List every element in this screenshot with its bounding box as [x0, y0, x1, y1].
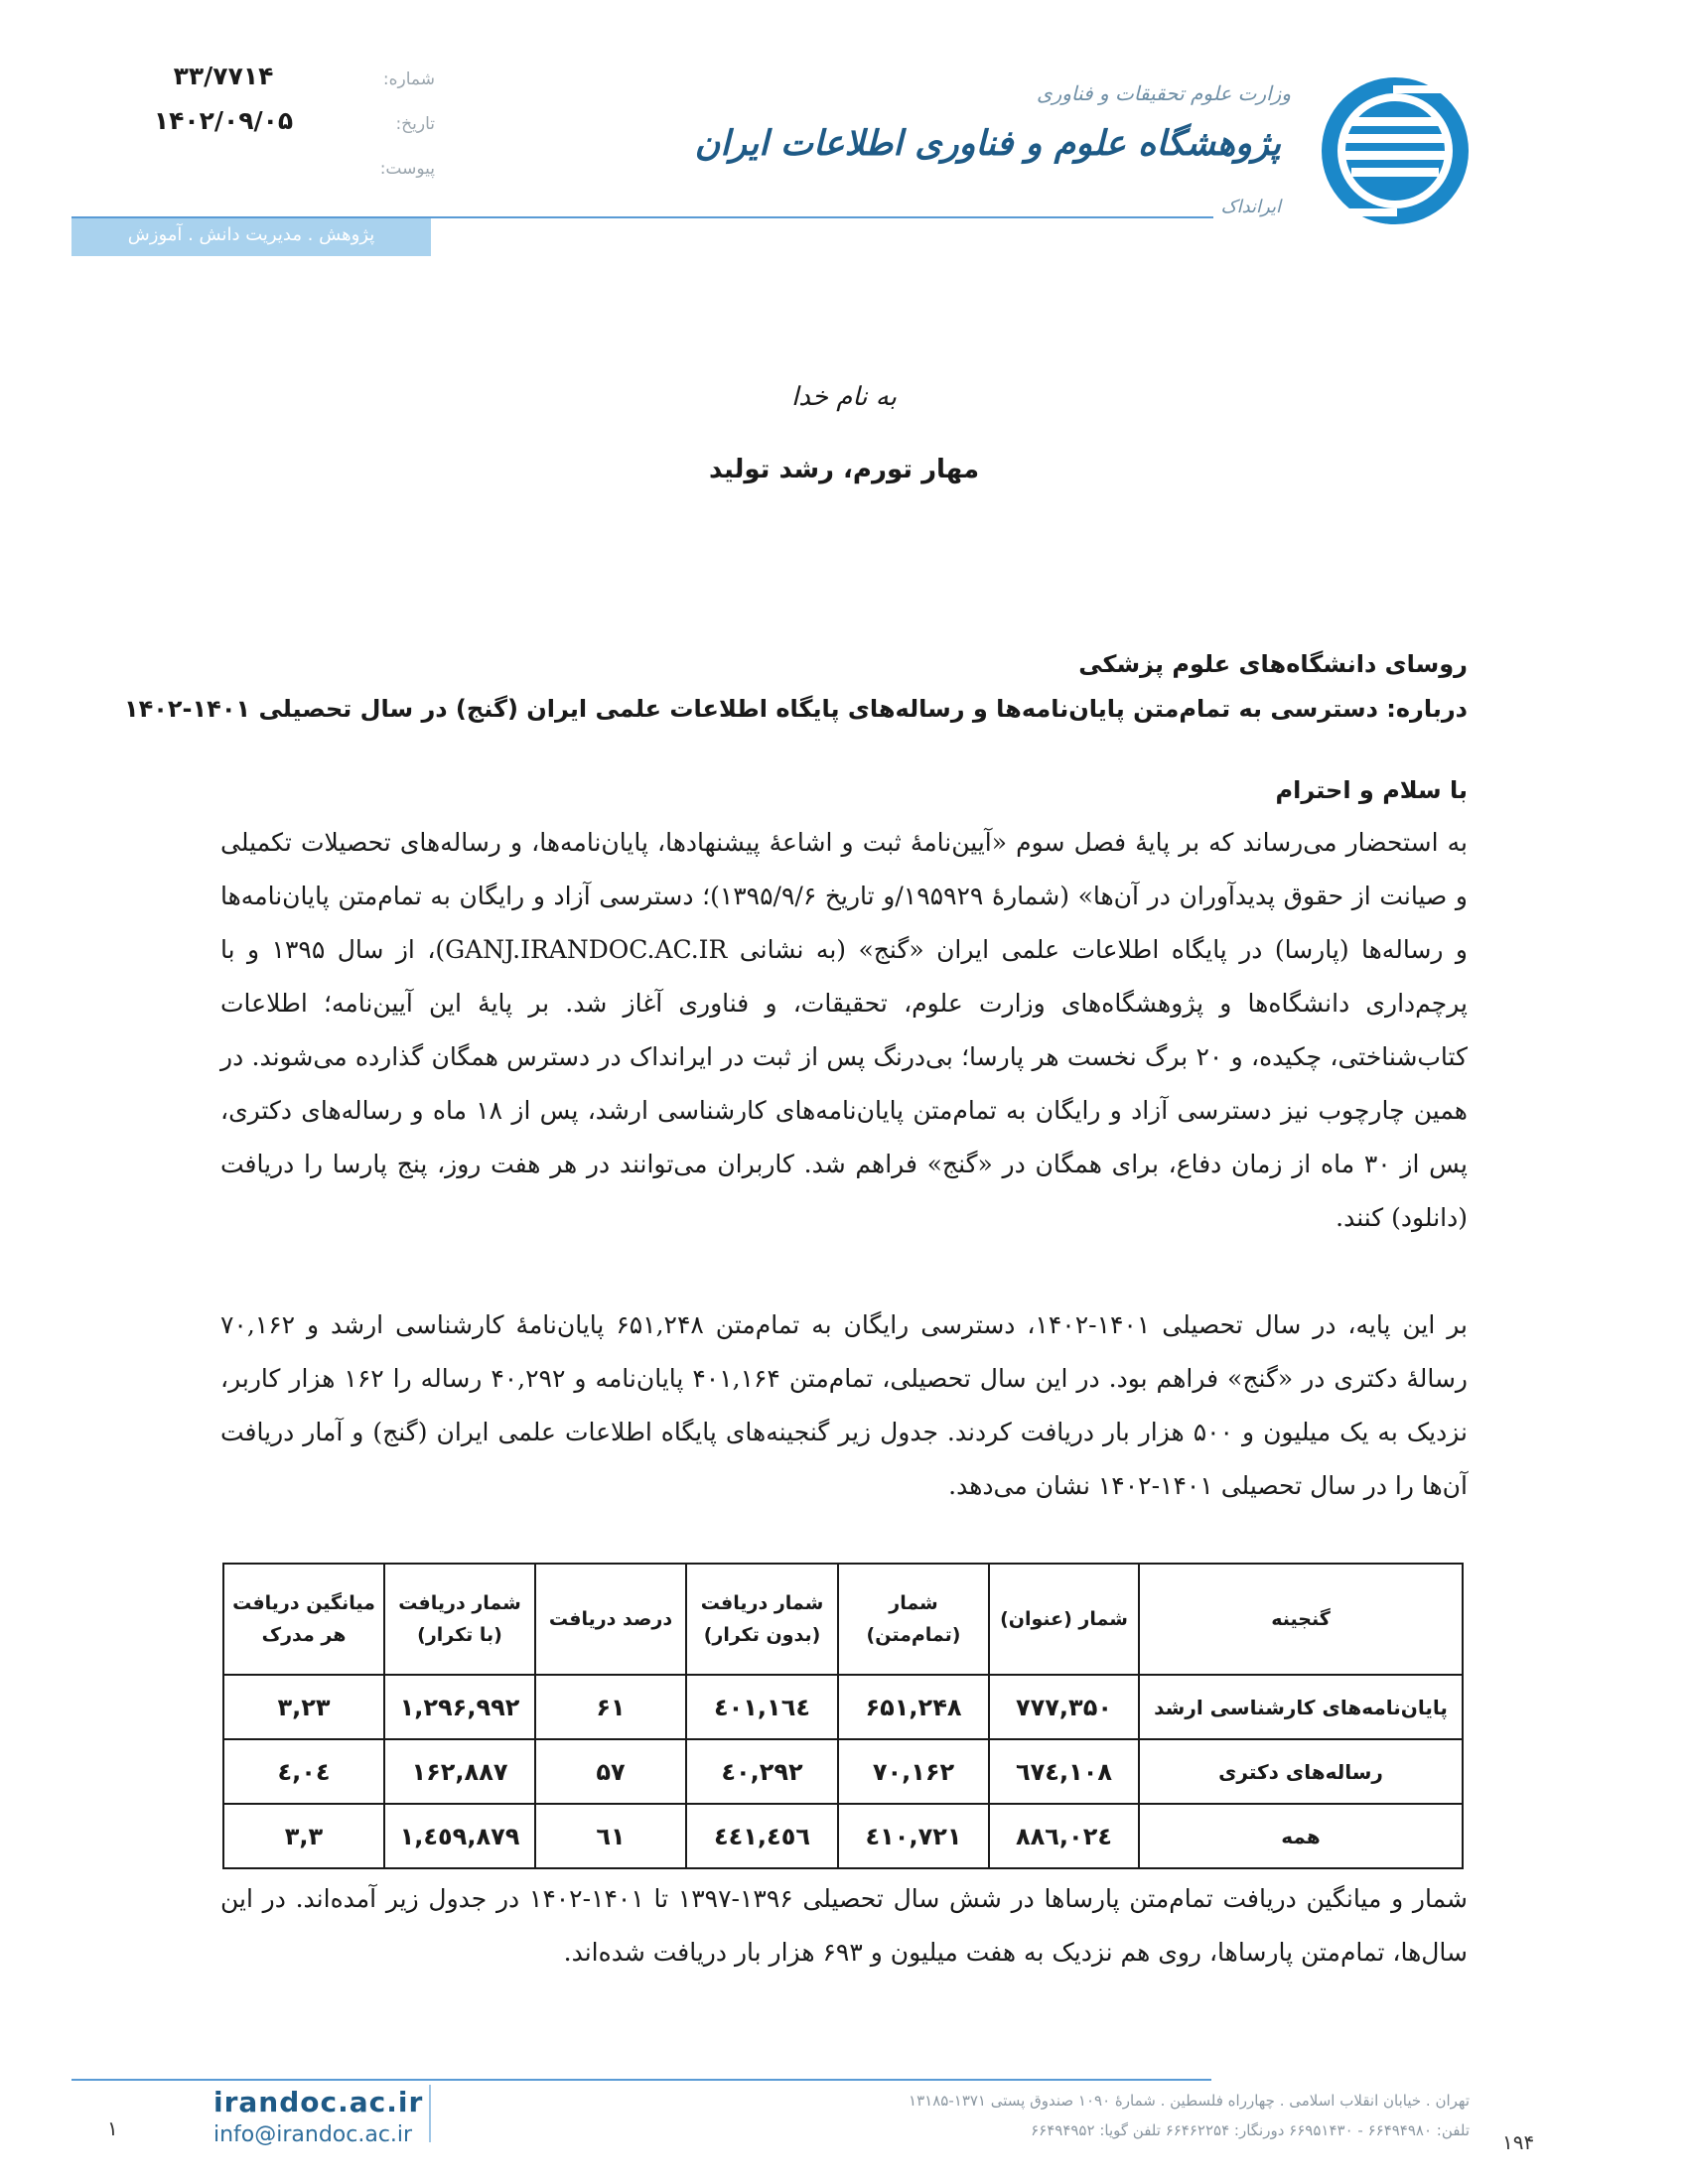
table-cell: ٤٤١,٤٥٦ — [686, 1804, 838, 1868]
table-cell: پایان‌نامه‌های کارشناسی ارشد — [1139, 1675, 1463, 1739]
table-cell: ١,٤٥٩,٨٧٩ — [384, 1804, 535, 1868]
footer-divider — [71, 2079, 1211, 2081]
body-paragraph: بر این پایه، در سال تحصیلی ۱۴۰۱-۱۴۰۲، دسترسی رایگان به تمام‌متن ۶۵۱,۲۴۸ پایان‌نامهٔ کارشناسی ارشد و ۷۰,۱۶۲ رسالهٔ دکتری در «گنج» فراهم بود. در این سال تحصیلی، تمام‌متن ۴۰۱,۱۶۴ پایان‌نامه و ۴۰,۲۹۲ رساله را ۱۶۲ هزار کاربر، نزدیک به یک میلیون و ۵۰۰ هزار بار دریافت کردند. جدول زیر گنجینه‌های پایگاه اطلاعات علمی ایران (گنج) و آمار دریافت آن‌ها را در سال تحصیلی ۱۴۰۱-۱۴۰۲ نشان می‌دهد. — [220, 1310, 1469, 1500]
year-motto: مهار تورم، رشد تولید — [708, 455, 980, 484]
organization-tagline: پژوهش . مدیریت دانش . آموزش — [127, 224, 375, 245]
document-page-number: ۱۹۴ — [1502, 2130, 1535, 2154]
table-header-row — [223, 1564, 1463, 1675]
table-row — [223, 1675, 1463, 1739]
table-header-cell: درصد دریافت — [535, 1564, 686, 1675]
email-link[interactable]: info@irandoc.ac.ir — [213, 2122, 413, 2147]
table-cell: ٤,٠٤ — [223, 1739, 384, 1804]
table-cell: ۷۰,۱۶۲ — [838, 1739, 989, 1804]
letter-number-label: شماره: — [382, 69, 435, 89]
table-header-cell: شمار (تمام‌متن) — [838, 1564, 989, 1675]
table-cell: ۵۷ — [535, 1739, 686, 1804]
ministry-name: وزارت علوم تحقیقات و فناوری — [1036, 81, 1291, 105]
table-cell: ۶۵۱,۲۴۸ — [838, 1675, 989, 1739]
download-stats-table — [222, 1563, 1464, 1869]
table-cell: همه — [1139, 1804, 1463, 1868]
table-cell: ٦١ — [535, 1804, 686, 1868]
body-paragraph: شمار و میانگین دریافت تمام‌متن پارساها در شش سال تحصیلی ۱۳۹۶-۱۳۹۷ تا ۱۴۰۱-۱۴۰۲ در جدول زیر آمده‌اند. در این سال‌ها، تمام‌متن پارساها، روی هم نزدیک به هفت میلیون و ۶۹۳ هزار بار دریافت شده‌اند. — [220, 1884, 1468, 1967]
table-cell: ٤٠,٢٩٢ — [686, 1739, 838, 1804]
attachment-label: پیوست: — [379, 159, 435, 179]
letter-number: ۳۳/۷۷۱۴ — [173, 62, 274, 90]
website-link[interactable]: irandoc.ac.ir — [213, 2086, 424, 2118]
table-cell: ۱,۲۹۶,۹۹۲ — [384, 1675, 535, 1739]
letter-date: ۱۴۰۲/۰۹/۰۵ — [153, 106, 294, 135]
table-row — [223, 1739, 1463, 1804]
recipient: روسای دانشگاه‌های علوم پزشکی — [1078, 650, 1468, 678]
table-header-cell: شمار (عنوان) — [989, 1564, 1139, 1675]
phone-numbers: تلفن: ۶۶۴۹۴۹۸۰ - ۶۶۹۵۱۴۳۰ دورنگار: ۶۶۴۶۲۲۵۴ تلفن گویا: ۶۶۴۹۴۹۵۲ — [1031, 2121, 1470, 2139]
table-cell: ۸۸٦,٠٢٤ — [989, 1804, 1139, 1868]
date-label: تاریخ: — [395, 114, 435, 134]
table-cell: ۱۶۲,۸۸۷ — [384, 1739, 535, 1804]
table-cell: ۶۱ — [535, 1675, 686, 1739]
organization-name: پژوهشگاه علوم و فناوری اطلاعات ایران — [694, 123, 1281, 164]
table-header-cell: شمار دریافت (بدون تکرار) — [686, 1564, 838, 1675]
irandoc-logo — [1316, 71, 1475, 230]
table-cell: ٤٠١,١٦٤ — [686, 1675, 838, 1739]
footer-separator — [429, 2085, 431, 2142]
table-cell: ۳,۲۳ — [223, 1675, 384, 1739]
table-header-cell: شمار دریافت (با تکرار) — [384, 1564, 535, 1675]
table-cell: ۱۰۸,٦٧٤ — [989, 1739, 1139, 1804]
page-number: ۱ — [107, 2116, 118, 2140]
postal-address: تهران . خیابان انقلاب اسلامی . چهارراه فلسطین . شمارهٔ ۱۰۹۰ صندوق پستی ۱۳۷۱-۱۳۱۸۵ — [909, 2092, 1470, 2110]
greeting: با سلام و احترام — [1275, 776, 1468, 804]
table-header-cell: میانگین دریافت هر مدرک — [223, 1564, 384, 1675]
table-cell: ۳,۳ — [223, 1804, 384, 1868]
organization-short-name: ایرانداک — [1220, 197, 1281, 217]
table-row — [223, 1804, 1463, 1868]
body-paragraph: به استحضار می‌رساند که بر پایهٔ فصل سوم «آیین‌نامهٔ ثبت و اشاعهٔ پیشنهادها، پایان‌نامه‌ها، و رساله‌های تحصیلات تکمیلی و صیانت از حقوق پدیدآوران در آن‌ها» (شمارهٔ ۱۹۵۹۲۹/و تاریخ ۱۳۹۵/۹/۶)؛ دسترسی آزاد و رایگان به تمام‌متن پایان‌نامه‌ها و رساله‌ها (پارسا) در پایگاه اطلاعات علمی ایران «گنج» (به نشانی GANJ.IRANDOC.AC.IR)، از سال ۱۳۹۵ و با پرچم‌داری دانشگاه‌ها و پژوهشگاه‌های وزارت علوم، تحقیقات، و فناوری آغاز شد. بر پایهٔ این آیین‌نامه؛ اطلاعات کتاب‌شناختی، چکیده، و ۲۰ برگ نخست هر پارسا؛ بی‌درنگ پس از ثبت در ایرانداک در دسترس همگان گذارده می‌شوند. در همین چارچوب نیز دسترسی آزاد و رایگان به تمام‌متن پایان‌نامه‌های کارشناسی ارشد، پس از ۱۸ ماه و رساله‌های دکتری، پس از ۳۰ ماه از زمان دفاع، برای همگان در «گنج» فراهم شد. کاربران می‌توانند در هر هفت روز، پنج پارسا را دریافت (دانلود) کنند. — [220, 828, 1468, 1232]
table-header-cell: گنجینه — [1139, 1564, 1463, 1675]
table-cell: رساله‌های دکتری — [1139, 1739, 1463, 1804]
table-cell: ۷۲۱,٤١٠ — [838, 1804, 989, 1868]
table-cell: ۷۷۷,۳۵۰ — [989, 1675, 1139, 1739]
bismillah: به نام خدا — [791, 382, 897, 412]
subject-line: درباره: دسترسی به تمام‌متن پایان‌نامه‌ها و رساله‌های پایگاه اطلاعات علمی ایران (گنج) در سال تحصیلی ۱۴۰۱-۱۴۰۲ — [123, 695, 1468, 723]
